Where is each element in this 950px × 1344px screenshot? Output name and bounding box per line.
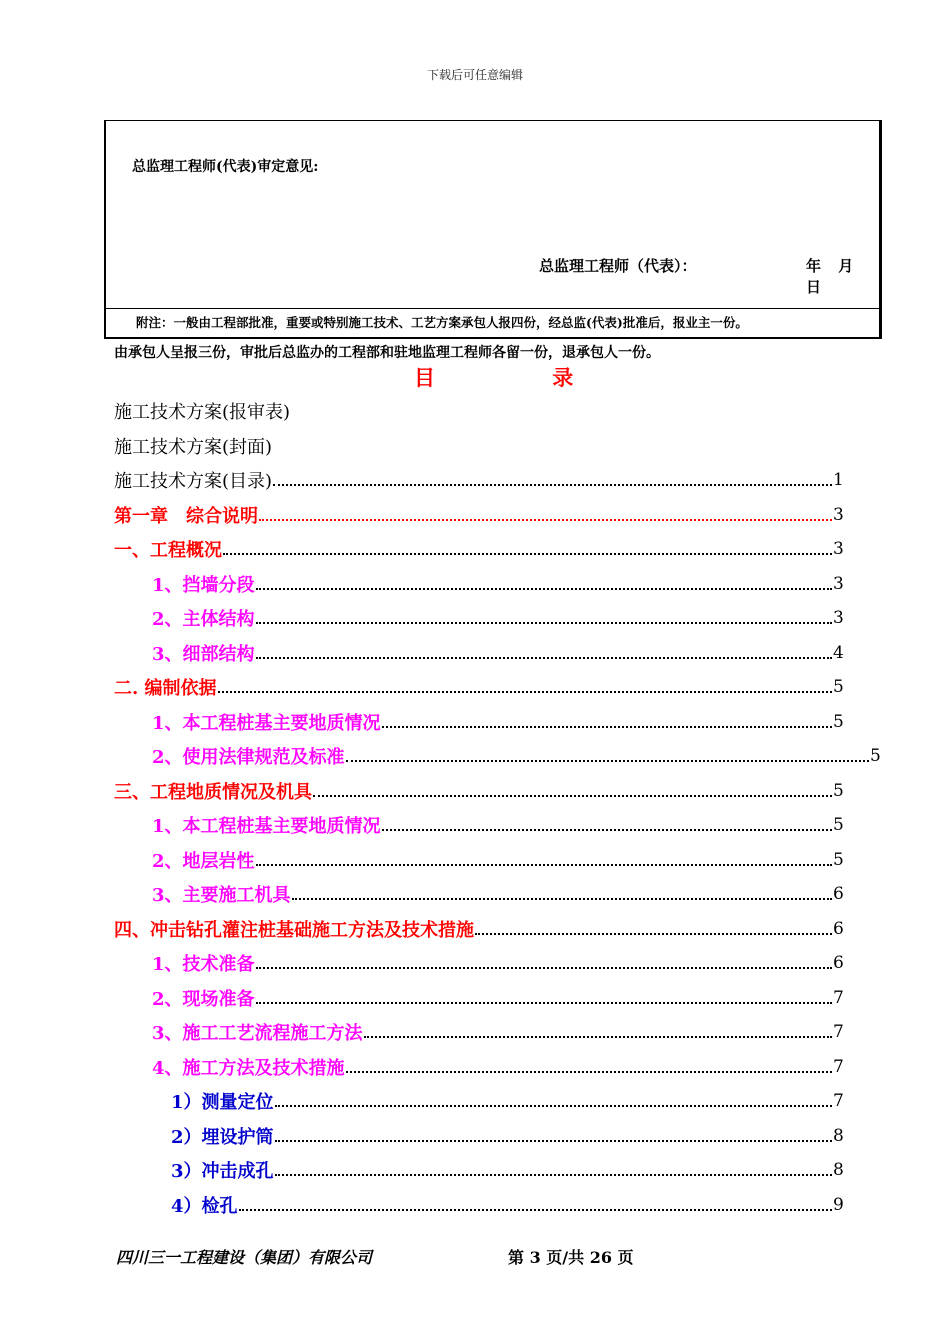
toc-leader-dots [364, 1036, 832, 1038]
toc-entry-page: 6 [833, 884, 844, 904]
toc-entry[interactable] [152, 983, 844, 1013]
toc-entry-page: 5 [870, 746, 881, 766]
date-label: 年 月 日 [806, 257, 860, 296]
toc-entry-title: 施工技术方案(目录) [114, 471, 273, 492]
toc-entry-title: 三、工程地质情况及机具 [114, 781, 312, 803]
toc-entry[interactable] [171, 1190, 844, 1220]
toc-entry-page: 3 [833, 573, 844, 594]
toc-leader-dots [292, 898, 832, 900]
toc-entry[interactable] [114, 534, 844, 564]
toc-entry[interactable] [171, 1121, 844, 1151]
toc-entry-page: 5 [833, 849, 844, 870]
toc-title: 目 录 [414, 365, 574, 390]
toc-entry-title: 1、本工程桩基主要地质情况 [152, 712, 381, 734]
toc-entry-title: 2、现场准备 [152, 988, 255, 1010]
toc-entry-title: 2、地层岩性 [152, 850, 255, 872]
footer-page-info: 第 3 页/共 26 页 [508, 1248, 634, 1267]
toc-entry[interactable] [152, 1052, 844, 1082]
toc-entry-page: 5 [833, 780, 844, 801]
note-continued: 由承包人呈报三份，审批后总监办的工程部和驻地监理工程师各留一份，退承包人一份。 [114, 345, 660, 361]
header-note: 下载后可任意编辑 [426, 68, 523, 82]
toc-entry-title: 施工技术方案(报审表) [114, 402, 291, 423]
toc-entry-page: 7 [833, 1091, 844, 1111]
toc-entry-page: 3 [833, 504, 844, 525]
toc-leader-dots [218, 691, 832, 693]
toc-leader-dots [256, 622, 832, 624]
toc-entry[interactable] [152, 741, 881, 771]
toc-leader-dots [273, 484, 832, 486]
toc-entry-page: 8 [833, 1160, 844, 1180]
toc-entry[interactable] [152, 707, 844, 737]
review-opinion-box [104, 120, 882, 339]
toc-leader-dots [275, 1140, 832, 1142]
toc-entry-title: 四、冲击钻孔灌注桩基础施工方法及技术措施 [114, 919, 474, 941]
toc-entry-title: 1、技术准备 [152, 954, 255, 975]
toc-entry-title: 1）测量定位 [171, 1092, 274, 1113]
toc-entry-title: 4）检孔 [171, 1195, 238, 1217]
note-text: 附注：一般由工程部批准，重要或特别施工技术、工艺方案承包人报四份，经总监(代表)批准后，报业主一份。 [136, 315, 748, 330]
toc-entry[interactable] [114, 500, 844, 530]
toc-entry-title: 1、本工程桩基主要地质情况 [152, 816, 381, 837]
toc-entry-title: 4、施工方法及技术措施 [152, 1057, 345, 1079]
toc-entry[interactable] [114, 776, 844, 806]
toc-entry[interactable] [152, 603, 844, 633]
toc-entry[interactable] [114, 465, 844, 495]
toc-leader-dots [275, 1174, 832, 1176]
toc-leader-dots [256, 588, 832, 590]
toc-entry[interactable] [152, 569, 844, 599]
toc-entry-page: 4 [833, 642, 844, 663]
toc-entry-title: 2、使用法律规范及标准 [152, 747, 345, 768]
toc-entry[interactable] [152, 638, 844, 668]
toc-entry-title: 2、主体结构 [152, 609, 255, 630]
signer-label: 总监理工程师（代表）： [539, 257, 697, 275]
toc-entry[interactable] [171, 1155, 844, 1185]
toc-leader-dots [346, 1071, 832, 1073]
toc-entry-title: 施工技术方案(封面) [114, 436, 273, 458]
toc-leader-dots [346, 760, 869, 762]
toc-entry-title: 3、主要施工机具 [152, 885, 291, 906]
opinion-label: 总监理工程师(代表)审定意见: [132, 159, 319, 175]
toc-entry-title: 1、挡墙分段 [152, 574, 255, 596]
toc-entry-page: 8 [833, 1125, 844, 1146]
footer-company: 四川三一工程建设（集团）有限公司 [116, 1248, 373, 1267]
toc-leader-dots [382, 726, 832, 728]
toc-leader-dots [382, 829, 832, 831]
toc-entry-title: 二. 编制依据 [114, 678, 217, 699]
toc-entry-page: 3 [833, 539, 844, 559]
toc-leader-dots [259, 519, 832, 521]
toc-leader-dots [313, 795, 832, 797]
toc-entry[interactable] [114, 672, 844, 702]
toc-entry-page: 7 [833, 987, 844, 1008]
toc-entry[interactable] [152, 948, 844, 978]
toc-entry[interactable] [152, 1017, 844, 1047]
box-divider [106, 308, 879, 309]
toc-leader-dots [239, 1209, 832, 1211]
toc-leader-dots [256, 657, 832, 659]
toc-entry-title: 3、细部结构 [152, 643, 255, 665]
toc-leader-dots [256, 1002, 832, 1004]
toc-entry[interactable] [114, 914, 844, 944]
toc-entry-page: 7 [833, 1022, 844, 1042]
toc-entry-title: 一、工程概况 [114, 540, 222, 561]
toc-entry-page: 9 [833, 1194, 844, 1215]
toc-entry-page: 6 [833, 953, 844, 973]
toc-entry[interactable] [152, 879, 844, 909]
toc-entry-title: 2）埋设护筒 [171, 1126, 274, 1148]
toc-entry-title: 3、施工工艺流程施工方法 [152, 1023, 363, 1044]
toc-entry-page: 3 [833, 608, 844, 628]
toc-entry[interactable] [152, 845, 844, 875]
toc-leader-dots [256, 967, 832, 969]
toc-entry[interactable] [114, 396, 841, 426]
toc-leader-dots [223, 553, 832, 555]
toc-entry-title: 3）冲击成孔 [171, 1161, 274, 1182]
toc-leader-dots [256, 864, 832, 866]
toc-entry-page: 5 [833, 815, 844, 835]
toc-leader-dots [275, 1105, 832, 1107]
toc-entry-page: 6 [833, 918, 844, 939]
toc-entry-page: 1 [833, 470, 844, 490]
toc-entry-title: 第一章 综合说明 [114, 505, 258, 527]
toc-entry-page: 7 [833, 1056, 844, 1077]
toc-entry[interactable] [171, 1086, 844, 1116]
toc-entry[interactable] [114, 431, 841, 461]
toc-entry-page: 5 [833, 677, 844, 697]
toc-entry[interactable] [152, 810, 844, 840]
toc-entry-page: 5 [833, 711, 844, 732]
toc-leader-dots [475, 933, 832, 935]
